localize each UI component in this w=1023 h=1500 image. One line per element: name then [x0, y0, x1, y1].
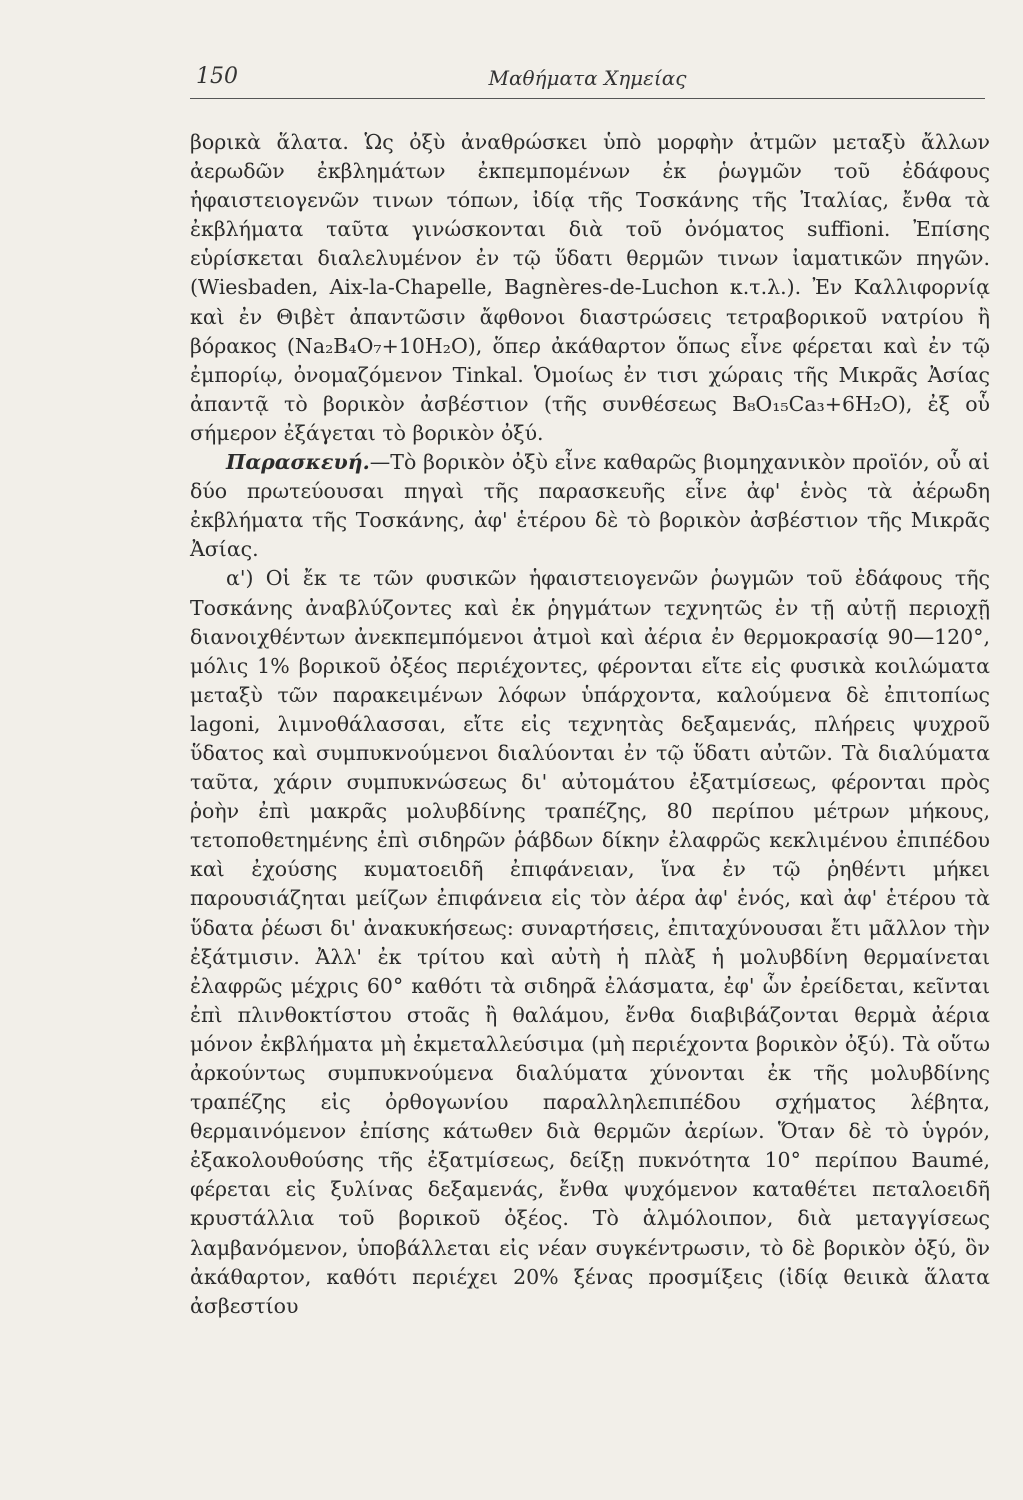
- paragraph-preparation: [190, 448, 990, 564]
- page-number: 150: [196, 64, 238, 89]
- paragraph-occurrence: βορικὰ ἅλατα. Ὡς ὀξὺ ἀναθρώσκει ὑπὸ μορφὴν ἀτμῶν μεταξὺ ἄλλων ἀερωδῶν ἐκβλημάτων ἐκπεμπομένων ἐκ ῥωγμῶν τοῦ ἐδάφους ἡφαιστειογενῶν τινων τόπων, ἰδίᾳ τῆς Τοσκάνης τῆς Ἰταλίας, ἔνθα τὰ ἐκβλήματα ταῦτα γινώσκονται διὰ τοῦ ὀνόματος suffioni. Ἐπίσης εὑρίσκεται διαλελυμένον ἐν τῷ ὕδατι θερμῶν τινων ἰαματικῶν πηγῶν. (Wiesbaden, Aix-la-Chapelle, Bagnères-de-Luchon κ.τ.λ.). Ἐν Καλλιφορνίᾳ καὶ ἐν Θιβὲτ ἀπαντῶσιν ἄφθονοι διαστρώσεις τετραβορικοῦ νατρίου ἢ βόρακος (Na₂B₄O₇+10H₂O), ὅπερ ἀκάθαρτον ὅπως εἶνε φέρεται καὶ ἐν τῷ ἐμπορίῳ, ὀνομαζόμενον Tinkal. Ὁμοίως ἐν τισι χώραις τῆς Μικρᾶς Ἀσίας ἀπαντᾷ τὸ βορικὸν ἀσβέστιον (τῆς συνθέσεως B₈O₁₅Ca₃+6H₂O), ἐξ οὗ σήμερον ἐξάγεται τὸ βορικὸν ὀξύ.: [190, 130, 990, 445]
- running-title: Μαθήματα Χημείας: [488, 66, 687, 90]
- page-header: [190, 62, 985, 99]
- paragraph-tuscany-process: α') Οἱ ἔκ τε τῶν φυσικῶν ἡφαιστειογενῶν ῥωγμῶν τοῦ ἐδάφους τῆς Τοσκάνης ἀναβλύζοντες καὶ ἐκ ῥηγμάτων τεχνητῶς ἐν τῇ αὐτῇ περιοχῇ διανοιχθέντων ἀνεκπεμπόμενοι ἀτμοὶ καὶ ἀέρια ἐν θερμοκρασίᾳ 90—120°, μόλις 1% βορικοῦ ὀξέος περιέχοντες, φέρονται εἴτε εἰς φυσικὰ κοιλώματα μεταξὺ τῶν παρακειμένων λόφων ὑπάρχοντα, καλούμενα δὲ ἐπιτοπίως lagoni, λιμνοθάλασσαι, εἴτε εἰς τεχνητὰς δεξαμενάς, πλήρεις ψυχροῦ ὕδατος καὶ συμπυκνούμενοι διαλύονται ἐν τῷ ὕδατι αὐτῶν. Τὰ διαλύματα ταῦτα, χάριν συμπυκνώσεως δι' αὐτομάτου ἐξατμίσεως, φέρονται πρὸς ῥοὴν ἐπὶ μακρᾶς μολυβδίνης τραπέζης, 80 περίπου μέτρων μήκους, τετοποθετημένης ἐπὶ σιδηρῶν ῥάβδων δίκην ἐλαφρῶς κεκλιμένου ἐπιπέδου καὶ ἐχούσης κυματοειδῆ ἐπιφάνειαν, ἵνα ἐν τῷ ῥηθέντι μήκει παρουσιάζηται μείζων ἐπιφάνεια εἰς τὸν ἀέρα ἀφ' ἑνός, καὶ ἀφ' ἑτέρου τὰ ὕδατα ῥέωσι δι' ἀνακυκήσεως: συναρτήσεις, ἐπιταχύνουσαι ἔτι μᾶλλον τὴν ἐξάτμισιν. Ἀλλ' ἐκ τρίτου καὶ αὐτὴ ἡ πλὰξ ἡ μολυβδίνη θερμαίνεται ἐλαφρῶς μέχρις 60° καθότι τὰ σιδηρᾶ ἐλάσματα, ἐφ' ὧν ἐρείδεται, κεῖνται ἐπὶ πλινθοκτίστου στοᾶς ἢ θαλάμου, ἔνθα διαβιβάζονται θερμὰ ἀέρια μόνον ἐκβλήματα μὴ ἐκμεταλλεύσιμα (μὴ περιέχοντα βορικὸν ὀξύ). Τὰ οὕτω ἀρκούντως συμπυκνούμενα διαλύματα χύνονται ἐκ τῆς μολυβδίνης τραπέζης εἰς ὀρθογωνίου παραλληλεπιπέδου σχήματος λέβητα, θερμαινόμενον ἐπίσης κάτωθεν διὰ θερμῶν ἀερίων. Ὅταν δὲ τὸ ὑγρόν, ἐξακολουθούσης τῆς ἐξατμίσεως, δείξῃ πυκνότητα 10° περίπου Baumé, φέρεται εἰς ξυλίνας δεξαμενάς, ἔνθα ψυχόμενον καταθέτει πεταλοειδῆ κρυστάλλια τοῦ βορικοῦ ὀξέος. Τὸ ἁλμόλοιπον, διὰ μεταγγίσεως λαμβανόμενον, ὑποβάλλεται εἰς νέαν συγκέντρωσιν, τὸ δὲ βορικὸν ὀξύ, ὃν ἀκάθαρτον, καθότι περιέχει 20% ξένας προσμίξεις (ἰδίᾳ θειικὰ ἅλατα ἀσβεστίου: [190, 566, 990, 1318]
- paragraph-preparation-text: —Τὸ βορικὸν ὀξὺ εἶνε καθαρῶς βιομηχανικὸν προϊόν, οὗ αἱ δύο πρωτεύουσαι πηγαὶ τῆς παρασκευῆς εἶνε ἀφ' ἑνὸς τὰ ἀέρωδη ἐκβλήματα τῆς Τοσκάνης, ἀφ' ἑτέρου δὲ τὸ βορικὸν ἀσβέστιον τῆς Μικρᾶς Ἀσίας.: [190, 450, 990, 562]
- section-heading-preparation: Παρασκευή.: [226, 450, 370, 475]
- body-text: [190, 128, 990, 1321]
